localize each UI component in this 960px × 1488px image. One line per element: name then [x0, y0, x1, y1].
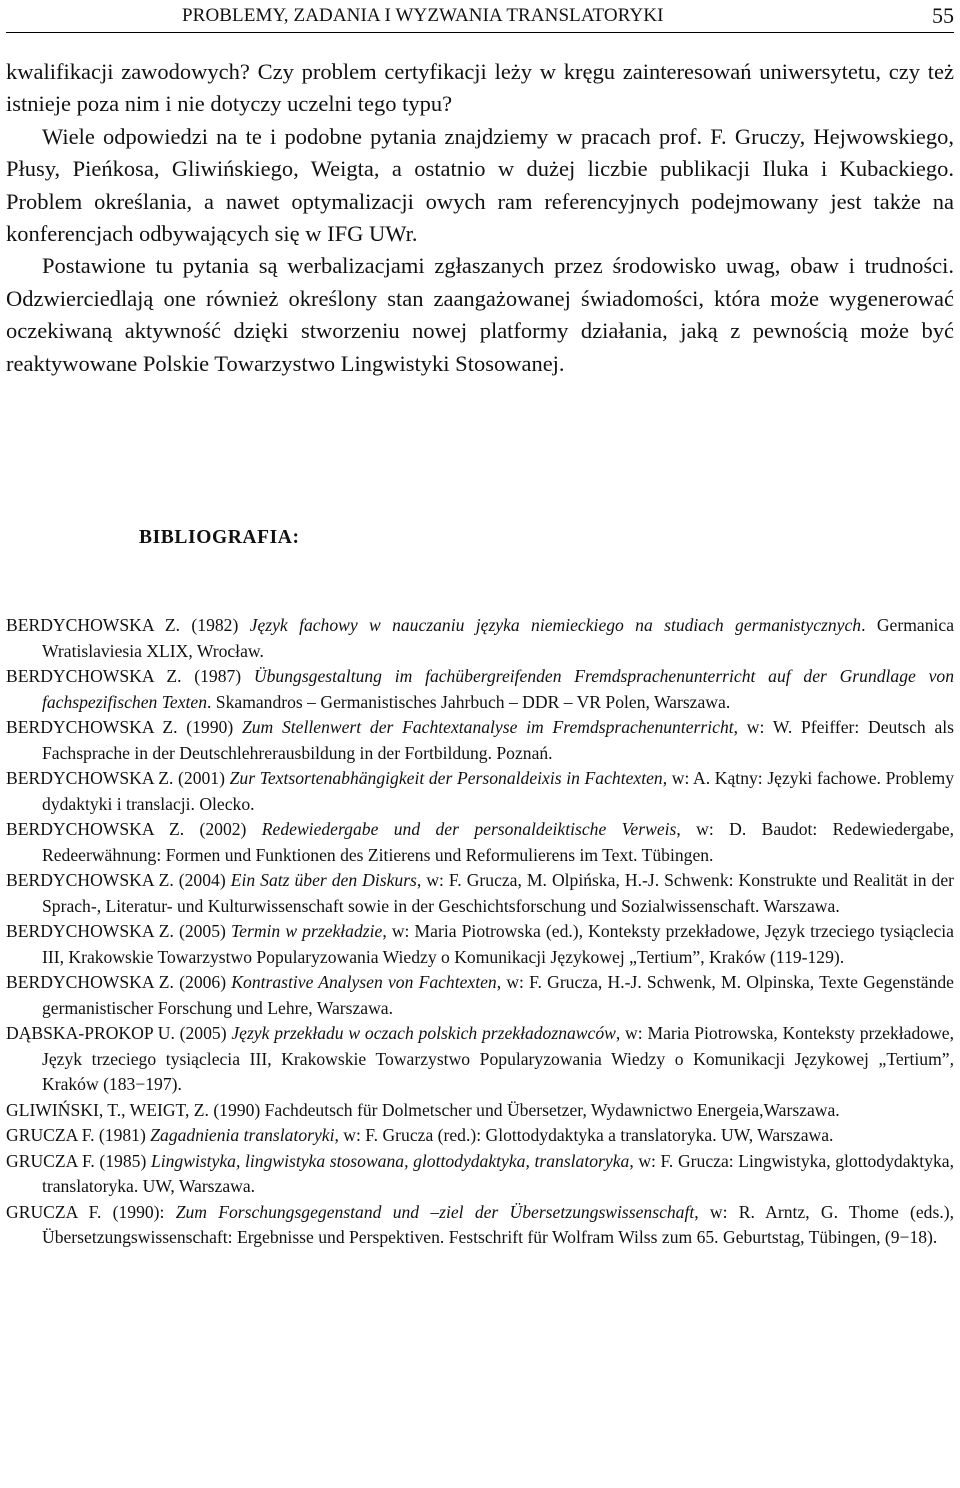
page-number: 55: [932, 3, 954, 28]
bibliography-entry: BERDYCHOWSKA Z. (2006) Kontrastive Analysen von Fachtexten, w: F. Grucza, H.-J. Schwenk, M. Olpinska, Texte Gegenstände germanistischer Forschung und Lehre, Warszawa.: [6, 972, 954, 1018]
body-text: [6, 56, 954, 380]
bibliography-entry: GRUCZA F. (1990): Zum Forschungsgegenstand und –ziel der Übersetzungswissenschaft, w: R. Arntz, G. Thome (eds.), Übersetzungswissenschaft: Ergebnisse und Perspektiven. Festschrift für Wolfram Wilss zum 65. Geburtstag, Tübingen, (9−18).: [6, 1201, 954, 1247]
paragraph: kwalifikacji zawodowych? Czy problem certyfikacji leży w kręgu zainteresowań uniwersytetu, czy też istnieje poza nim i nie dotyczy uczelni tego typu?: [6, 59, 954, 117]
bibliography-entry: BERDYCHOWSKA Z. (2005) Termin w przekładzie, w: Maria Piotrowska (ed.), Konteksty przekładowe, Język trzeciego tysiąclecia III, Krakowskie Towarzystwo Popularyzowania Wiedzy o Komunikacji Językowej „Tertium”, Kraków (119-129).: [6, 921, 954, 967]
paragraph: Wiele odpowiedzi na te i podobne pytania znajdziemy w pracach prof. F. Gruczy, Hejwowskiego, Płusy, Pieńkosa, Gliwińskiego, Weigta, a ostatnio w dużej liczbie publikacji Iluka i Kubackiego. Problem określania, a nawet optymalizacji owych ram referencyjnych podejmowany jest także na konferencjach odbywających się w IFG UWr.: [6, 123, 954, 247]
bibliography-entry: BERDYCHOWSKA Z. (1987) Übungsgestaltung im fachübergreifenden Fremdsprachenunterricht auf der Grundlage von fachspezifischen Texten. Skamandros – Germanistisches Jahrbuch – DDR – VR Polen, Warszawa.: [6, 666, 954, 712]
bibliography-entry: DĄBSKA-PROKOP U. (2005) Język przekładu w oczach polskich przekładoznawców, w: Maria Piotrowska, Konteksty przekładowe, Język trzeciego tysiąclecia III, Krakowskie Towarzystwo Popularyzowania Wiedzy o Komunikacji Językowej „Tertium”, Kraków (183−197).: [6, 1023, 954, 1094]
bibliography-heading: BIBLIOGRAFIA:: [139, 527, 300, 548]
bibliography-entry: GLIWIŃSKI, T., WEIGT, Z. (1990) Fachdeutsch für Dolmetscher und Übersetzer, Wydawnictwo Energeia,Warszawa.: [6, 1099, 840, 1120]
bibliography-entry: BERDYCHOWSKA Z. (1982) Język fachowy w nauczaniu języka niemieckiego na studiach germanistycznych. Germanica Wratislaviesia XLIX, Wrocław.: [6, 615, 955, 661]
paragraph: Postawione tu pytania są werbalizacjami zgłaszanych przez środowisko uwag, obaw i trudności. Odzwierciedlają one również określony stan zaangażowanej świadomości, która może wygenerować oczekiwaną aktywność dzięki stworzeniu nowej platformy działania, jaką z pewnością może być reaktywowane Polskie Towarzystwo Lingwistyki Stosowanej.: [6, 253, 954, 376]
bibliography-entry: BERDYCHOWSKA Z. (2004) Ein Satz über den Diskurs, w: F. Grucza, M. Olpińska, H.-J. Schwenk: Konstrukte und Realität in der Sprach-, Literatur- und Kulturwissenschaft sowie in der Geschichtsforschung und Sozialwissenschaft. Warszawa.: [6, 870, 954, 916]
bibliography-entry: GRUCZA F. (1981) Zagadnienia translatoryki, w: F. Grucza (red.): Glottodydaktyka a translatoryka. UW, Warszawa.: [6, 1125, 834, 1145]
bibliography-entry: BERDYCHOWSKA Z. (1990) Zum Stellenwert der Fachtextanalyse im Fremdsprachenunterricht, w: W. Pfeiffer: Deutsch als Fachsprache in der Deutschlehrerausbildung in der Fortbildung. Poznań.: [6, 717, 954, 763]
running-title: PROBLEMY, ZADANIA I WYZWANIA TRANSLATORYKI: [182, 5, 664, 26]
bibliography-entry: BERDYCHOWSKA Z. (2001) Zur Textsortenabhängigkeit der Personaldeixis in Fachtexten, w: A. Kątny: Języki fachowe. Problemy dydaktyki i translacji. Olecko.: [6, 768, 954, 814]
running-header: [6, 0, 954, 33]
bibliography-entry: GRUCZA F. (1985) Lingwistyka, lingwistyka stosowana, glottodydaktyka, translatoryka, w: F. Grucza: Lingwistyka, glottodydaktyka, translatoryka. UW, Warszawa.: [6, 1150, 954, 1196]
bibliography-entry: BERDYCHOWSKA Z. (2002) Redewiedergabe und der personaldeiktische Verweis, w: D. Baudot: Redewiedergabe, Redeerwähnung: Formen und Funktionen des Zitierens und Reformulierens im Text. Tübingen.: [6, 819, 954, 865]
bibliography-list: [6, 613, 954, 1251]
